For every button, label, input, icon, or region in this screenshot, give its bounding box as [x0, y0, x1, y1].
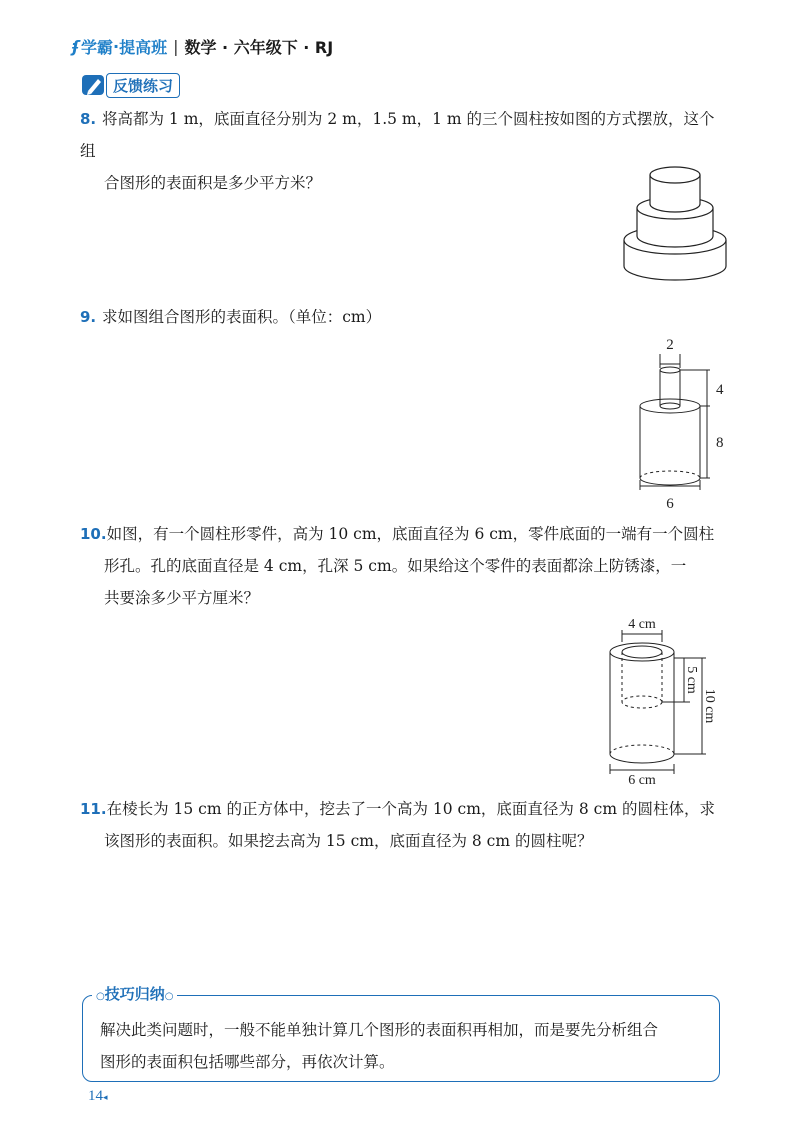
brand-name: 学霸 [80, 37, 113, 57]
page-header [72, 34, 333, 58]
tips-text-line: 图形的表面积包括哪些部分，再依次计算。 [100, 1053, 395, 1071]
tips-title-circle-icon: ○ [164, 991, 174, 1002]
series-name: 提高班 [119, 37, 168, 57]
question-text-line: 求如图组合图形的表面积。（单位：cm） [102, 308, 382, 326]
dimension-label: 6 [666, 496, 674, 512]
page-number-text: 14 [88, 1088, 103, 1104]
dimension-label: 8 [716, 435, 724, 451]
tips-text-line: 解决此类问题时，一般不能单独计算几个图形的表面积再相加，而是要先分析组合 [100, 1021, 659, 1039]
section-badge-label: 反馈练习 [106, 73, 180, 98]
figure-cylinder-with-hole [600, 614, 730, 790]
dimension-label: 4 cm [628, 617, 656, 632]
dimension-label: 2 [666, 337, 674, 353]
question-number: 8. [80, 110, 97, 128]
figure-stacked-cylinders [620, 160, 730, 294]
dimension-label: 4 [716, 382, 724, 398]
question-number: 9. [80, 308, 97, 326]
question-text-line: 共要涂多少平方厘米？ [104, 589, 260, 607]
question-text-line: 如图，有一个圆柱形零件，高为 10 cm，底面直径为 6 cm，零件底面的一端有一个圆柱 [106, 525, 715, 543]
triangle-icon: ◂ [103, 1092, 108, 1102]
book-title: 数学 · 六年级下 · RJ [184, 37, 334, 57]
tips-title-text: 技巧归纳 [104, 985, 165, 1003]
section-badge [80, 72, 180, 98]
header-separator: | [173, 36, 179, 56]
question-11 [80, 793, 720, 857]
question-number: 11. [80, 800, 107, 818]
tips-text [100, 1014, 710, 1078]
dimension-label: 10 cm [702, 688, 717, 724]
figure-cylinder-with-rod [630, 334, 730, 520]
question-text-line: 形孔。孔的底面直径是 4 cm，孔深 5 cm。如果给这个零件的表面都涂上防锈漆，一 [104, 557, 687, 575]
question-number: 10. [80, 525, 107, 543]
question-text-line: 合图形的表面积是多少平方米？ [104, 174, 322, 192]
dimension-label: 6 cm [628, 773, 656, 786]
brand-logo-icon: ʄ [72, 36, 79, 56]
dimension-label: 5 cm [684, 666, 699, 694]
question-text-line: 在棱长为 15 cm 的正方体中，挖去了一个高为 10 cm，底面直径为 8 cm 的圆柱体，求 [106, 800, 715, 818]
tips-title [92, 983, 177, 1004]
page-number [88, 1088, 108, 1105]
tips-title-circle-icon: ○ [96, 991, 105, 1002]
question-text-line: 将高都为 1 m，底面直径分别为 2 m，1.5 m，1 m 的三个圆柱按如图的方式摆放，这个组 [80, 110, 715, 160]
question-10 [80, 518, 720, 614]
question-text-line: 该图形的表面积。如果挖去高为 15 cm，底面直径为 8 cm 的圆柱呢？ [104, 832, 593, 850]
brand-dot: · [112, 36, 120, 56]
question-9 [80, 301, 720, 333]
